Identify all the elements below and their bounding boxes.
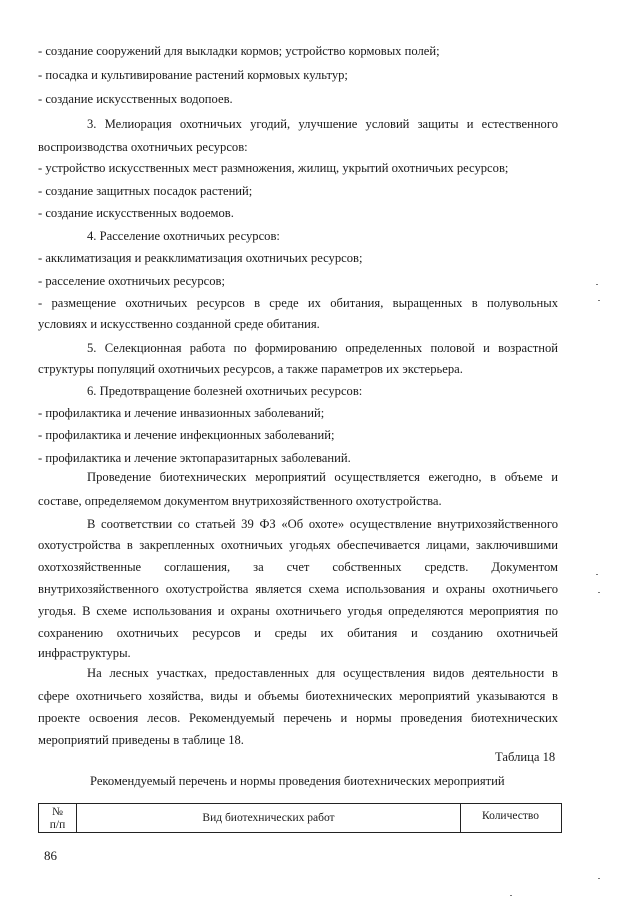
text-line: На лесных участках, предоставленных для осуществления видов деятельности в — [87, 666, 558, 680]
text-line: мероприятий приведены в таблице 18. — [38, 733, 244, 747]
text-line: составе, определяемом документом внутрихозяйственного охотустройства. — [38, 494, 442, 508]
text-line: 3. Мелиорация охотничьих угодий, улучшение условий защиты и естественного — [87, 117, 558, 131]
text-line: - устройство искусственных мест размножения, жилищ, укрытий охотничьих ресурсов; — [38, 161, 509, 175]
text-line: охотустройства в закрепленных охотничьих угодьях обеспечивается лицами, заключившими — [38, 538, 558, 552]
text-line: Проведение биотехнических мероприятий осуществляется ежегодно, в объеме и — [87, 470, 558, 484]
page-number: 86 — [44, 848, 57, 863]
table-header-quantity: Количество — [482, 810, 539, 822]
header-number-abbr: п/п — [49, 819, 66, 831]
text-line: сохранению охотничьих ресурсов и среды их обитания и созданию охотничьей — [38, 626, 558, 640]
table-caption: Рекомендуемый перечень и нормы проведения биотехнических мероприятий — [90, 774, 505, 788]
text-line: условиях и искусственно созданной среде обитания. — [38, 317, 320, 331]
text-line: сфере охотничьего хозяйства, виды и объемы биотехнических мероприятий указываются в — [38, 689, 558, 703]
text-line: 5. Селекционная работа по формированию определенных половой и возрастной — [87, 341, 558, 355]
table-header-kind: Вид биотехнических работ — [77, 804, 461, 832]
scan-speck — [598, 592, 600, 593]
text-line: - создание сооружений для выкладки кормов; устройство кормовых полей; — [38, 44, 440, 58]
text-line: - акклиматизация и реакклиматизация охотничьих ресурсов; — [38, 251, 363, 265]
text-line: - размещение охотничьих ресурсов в среде их обитания, выращенных в полувольных — [38, 296, 558, 310]
text-line: охотхозяйственные соглашения, за счет собственных средств. Документом — [38, 560, 558, 574]
text-line: - создание искусственных водоемов. — [38, 206, 234, 220]
header-number-symbol: № — [52, 806, 63, 818]
scan-speck — [510, 895, 512, 896]
text-line: внутрихозяйственного охотустройства является схема использования и охраны охотничьего — [38, 582, 558, 596]
text-line: - создание искусственных водопоев. — [38, 92, 233, 106]
text-line: 6. Предотвращение болезней охотничьих ресурсов: — [87, 384, 363, 398]
scan-speck — [598, 878, 600, 879]
text-line: воспроизводства охотничьих ресурсов: — [38, 140, 248, 154]
text-line: - профилактика и лечение инвазионных заболеваний; — [38, 406, 325, 420]
table-header-number — [39, 804, 77, 832]
text-line: угодья. В схеме использования и охраны охотничьего угодья определяются мероприятия по — [38, 604, 558, 618]
text-line: В соответствии со статьей 39 ФЗ «Об охоте» осуществление внутрихозяйственного — [87, 517, 558, 531]
table-label: Таблица 18 — [495, 750, 556, 764]
text-line: проекте освоения лесов. Рекомендуемый перечень и нормы проведения биотехнических — [38, 711, 558, 725]
text-line: структуры популяций охотничьих ресурсов, а также параметров их экстерьера. — [38, 362, 463, 376]
text-line: - посадка и культивирование растений кормовых культур; — [38, 68, 348, 82]
table-header-row — [38, 803, 562, 833]
text-line: - профилактика и лечение инфекционных заболеваний; — [38, 428, 335, 442]
text-line: - создание защитных посадок растений; — [38, 184, 253, 198]
scan-speck — [598, 300, 600, 301]
text-line: - профилактика и лечение эктопаразитарных заболеваний. — [38, 451, 351, 465]
text-line: - расселение охотничьих ресурсов; — [38, 274, 225, 288]
scan-speck — [596, 574, 598, 575]
text-line: инфраструктуры. — [38, 646, 131, 660]
scan-speck — [596, 284, 598, 285]
text-line: 4. Расселение охотничьих ресурсов: — [87, 229, 280, 243]
